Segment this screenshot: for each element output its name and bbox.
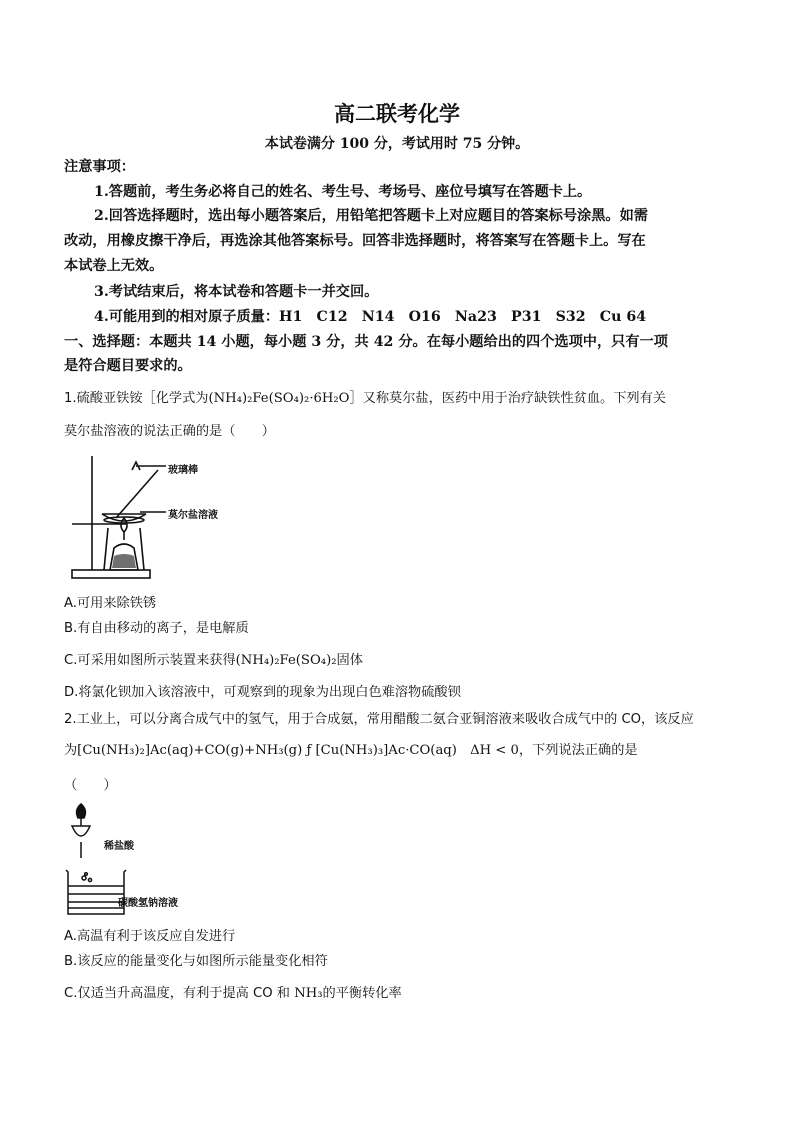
q2-stem-line-1: 2.工业上，可以分离合成气中的氢气，用于合成氨，常用醋酸二氨合亚铜溶液来吸收合成气中的 CO，该反应: [64, 712, 694, 727]
q2-stem-line-3: （ ）: [64, 778, 117, 793]
q2-option-a: A.高温有利于该反应自发进行: [64, 929, 236, 944]
q1-formula: (NH₄)₂Fe(SO₄)₂·6H₂O: [208, 391, 350, 406]
note-4: 4.可能用到的相对原子质量：H1 C12 N14 O16 Na23 P31 S32 Cu 64: [94, 309, 647, 325]
section-heading-line-2: 是符合题目要求的。: [64, 358, 192, 374]
q1-stem-line-1: [64, 389, 666, 409]
q1-stem-post: ］又称莫尔盐，医药中用于治疗缺铁性贫血。下列有关: [349, 391, 666, 406]
q1-stem-line-2: 莫尔盐溶液的说法正确的是（ ）: [64, 424, 275, 439]
q1-option-b: B.有自由移动的离子，是电解质: [64, 621, 249, 636]
q1-option-d: D.将氯化钡加入该溶液中，可观察到的现象为出现白色难溶物硫酸钡: [64, 685, 461, 700]
note-2-line-2: 改动，用橡皮擦干净后，再选涂其他答案标号。回答非选择题时，将答案写在答题卡上。写在: [64, 233, 646, 249]
q1-option-c-formula: (NH₄)₂Fe(SO₄)₂: [235, 653, 337, 668]
q2-fig-label-acid: 稀盐酸: [104, 841, 134, 852]
q2-option-c-pre: C.仅适当升高温度，有利于提高 CO 和: [64, 986, 295, 1001]
q2-stem-line-2: [64, 741, 638, 761]
note-3: 3.考试结束后，将本试卷和答题卡一并交回。: [94, 284, 379, 300]
note-1: 1.答题前，考生务必将自己的姓名、考生号、考场号、座位号填写在答题卡上。: [94, 184, 592, 200]
note-2-line-3: 本试卷上无效。: [64, 258, 164, 274]
page-title: 高二联考化学: [334, 101, 460, 126]
q2-option-c: [64, 984, 402, 1004]
q2-option-c-post: 的平衡转化率: [322, 986, 402, 1001]
q1-option-c: [64, 651, 363, 671]
note-2-line-1: 2.回答选择题时，选出每小题答案后，用铅笔把答题卡上对应题目的答案标号涂黑。如需: [94, 208, 648, 224]
q2-stem-line-2-post: ，下列说法正确的是: [518, 743, 638, 758]
q2-option-b: B.该反应的能量变化与如图所示能量变化相符: [64, 954, 328, 969]
q1-option-c-post: 固体: [336, 653, 363, 668]
q2-option-c-formula: NH₃: [294, 986, 323, 1001]
q1-option-a: A.可用来除铁锈: [64, 596, 157, 611]
q1-option-c-pre: C.可采用如图所示装置来获得: [64, 653, 236, 668]
q2-equation: 为[Cu(NH₃)₂]Ac(aq)+CO(g)+NH₃(g) ƒ [Cu(NH₃)₃]Ac·CO(aq) ΔH < 0: [64, 743, 519, 758]
q1-fig-label-glass-rod: 玻璃棒: [168, 465, 198, 476]
notes-heading: 注意事项：: [64, 159, 135, 175]
q2-fig-label-solution: 碳酸氢钠溶液: [118, 898, 178, 909]
q1-fig-label-solution: 莫尔盐溶液: [168, 510, 218, 521]
exam-info: 本试卷满分 100 分，考试用时 75 分钟。: [264, 136, 530, 152]
section-heading-line-1: 一、选择题：本题共 14 小题，每小题 3 分，共 42 分。在每小题给出的四个选项中，只有一项: [64, 334, 668, 350]
q1-stem-pre: 1.硫酸亚铁铵［化学式为: [64, 391, 209, 406]
